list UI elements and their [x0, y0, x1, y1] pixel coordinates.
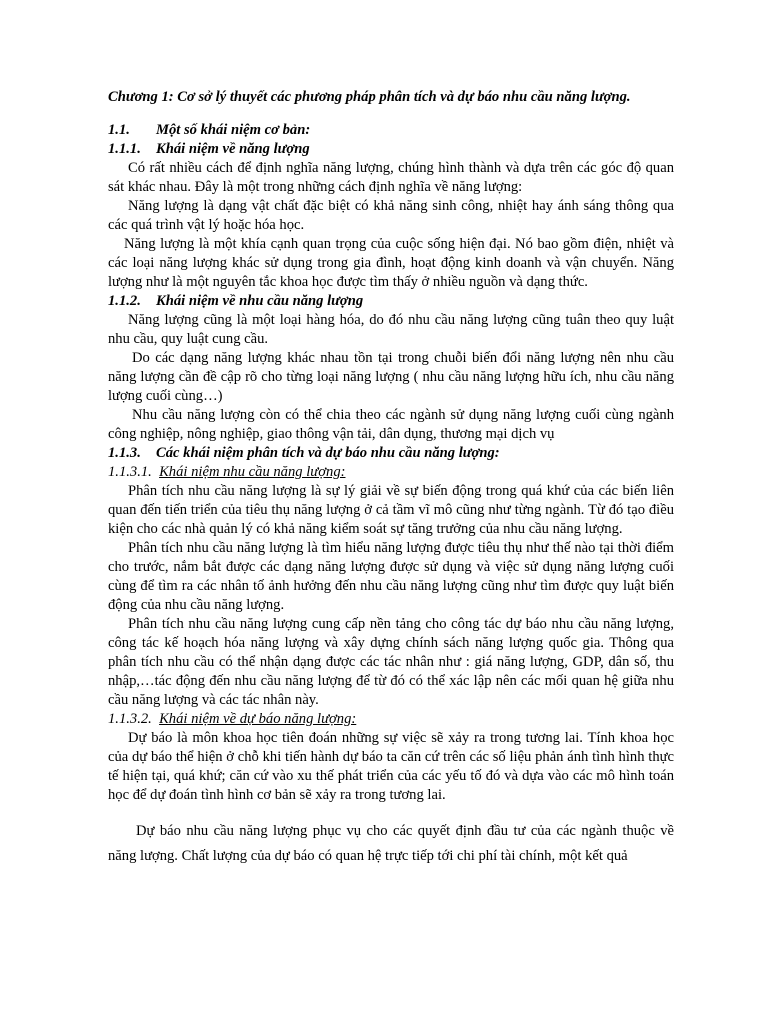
- section-title: Khái niệm về nhu cầu năng lượng: [156, 293, 364, 309]
- chapter-title: Chương 1: Cơ sở lý thuyết các phương pháp phân tích và dự báo nhu cầu năng lượng.: [108, 89, 631, 105]
- section-1-1-3-1-heading: [108, 463, 674, 482]
- section-number: 1.1.: [108, 122, 130, 138]
- section-1-1-1-heading: [108, 140, 674, 159]
- section-title: Khái niệm về dự báo năng lượng:: [159, 711, 357, 727]
- paragraph: Phân tích nhu cầu năng lượng là tìm hiểu năng lượng được tiêu thụ như thế nào tại thời điểm cho trước, nắm bắt được các dạng năng lượng được sử dụng và việc sử dụng năng lượng cuối cùng để tìm ra các nhân tố ảnh hưởng đến nhu cầu năng lượng cũng như tìm được quy luật biến động của nhu cầu năng lượng.: [108, 540, 674, 613]
- section-1-1-3-2-heading: [108, 710, 674, 729]
- paragraph: Do các dạng năng lượng khác nhau tồn tại trong chuỗi biến đổi năng lượng nên nhu cầu năng lượng cần đề cập rõ cho từng loại năng lượng ( nhu cầu năng lượng hữu ích, nhu cầu năng lượng cuối cùng…): [108, 350, 674, 404]
- section-number: 1.1.2.: [108, 293, 141, 309]
- section-number: 1.1.3.1.: [108, 464, 152, 480]
- paragraph: Nhu cầu năng lượng còn có thể chia theo các ngành sử dụng năng lượng cuối cùng ngành công nghiệp, nông nghiệp, giao thông vận tải, dân dụng, thương mại dịch vụ: [108, 407, 674, 442]
- paragraph: Phân tích nhu cầu năng lượng là sự lý giải về sự biến động trong quá khứ của các biến liên quan đến tiến triển của tiêu thụ năng lượng ở cả tầm vĩ mô cũng như từng ngành. Từ đó tạo điều kiện cho các nhà quản lý có khả năng kiểm soát sự tăng trưởng của nhu cầu năng lượng.: [108, 483, 674, 537]
- paragraph: Dự báo nhu cầu năng lượng phục vụ cho các quyết định đầu tư của các ngành thuộc về năng lượng. Chất lượng của dự báo có quan hệ trực tiếp tới chi phí tài chính, một kết quả: [108, 823, 674, 864]
- section-title: Khái niệm nhu cầu năng lượng:: [159, 464, 346, 480]
- section-number: 1.1.3.: [108, 445, 141, 461]
- section-1-1-2-heading: [108, 292, 674, 311]
- section-number: 1.1.1.: [108, 141, 141, 157]
- section-title: Các khái niệm phân tích và dự báo nhu cầu năng lượng:: [156, 445, 500, 461]
- paragraph: Phân tích nhu cầu năng lượng cung cấp nền tảng cho công tác dự báo nhu cầu năng lượng, công tác kế hoạch hóa năng lượng và xây dựng chính sách năng lượng quốc gia. Thông qua phân tích nhu cầu có thể nhận dạng được các tác nhân như : giá năng lượng, GDP, dân số, thu nhập,…tác động đến nhu cầu năng lượng để từ đó có thể xác lập nên các mối quan hệ giữa nhu cầu năng lượng và các tác nhân này.: [108, 616, 674, 708]
- paragraph: Năng lượng cũng là một loại hàng hóa, do đó nhu cầu năng lượng cũng tuân theo quy luật nhu cầu, quy luật cung cầu.: [108, 312, 674, 347]
- paragraph: Có rất nhiều cách để định nghĩa năng lượng, chúng hình thành và dựa trên các góc độ quan sát khác nhau. Đây là một trong những cách định nghĩa về năng lượng:: [108, 160, 674, 195]
- paragraph: Năng lượng là một khía cạnh quan trọng của cuộc sống hiện đại. Nó bao gồm điện, nhiệt và các loại năng lượng khác sử dụng trong gia đình, hoạt động kinh doanh và vận chuyển. Năng lượng như là một nguyên tắc khoa học được tìm thấy ở nhiều nguồn và dạng thức.: [108, 236, 674, 290]
- section-1-1-3-heading: [108, 444, 674, 463]
- paragraph: Năng lượng là dạng vật chất đặc biệt có khả năng sinh công, nhiệt hay ánh sáng thông qua các quá trình vật lý hoặc hóa học.: [108, 198, 674, 233]
- section-title: Khái niệm về năng lượng: [156, 141, 310, 157]
- paragraph: Dự báo là môn khoa học tiên đoán những sự việc sẽ xảy ra trong tương lai. Tính khoa học của dự báo thể hiện ở chỗ khi tiến hành dự báo ta căn cứ trên các số liệu phản ánh tình hình thực tế hiện tại, quá khứ; căn cứ vào xu thế phát triển của các yếu tố đó và dựa vào các mô hình toán học để dự đoán tình hình cơ bản sẽ xảy ra trong tương lai.: [108, 730, 674, 803]
- section-number: 1.1.3.2.: [108, 711, 152, 727]
- section-title: Một số khái niệm cơ bản:: [156, 122, 311, 138]
- section-1-1-heading: [108, 121, 674, 140]
- document-page: [108, 88, 674, 869]
